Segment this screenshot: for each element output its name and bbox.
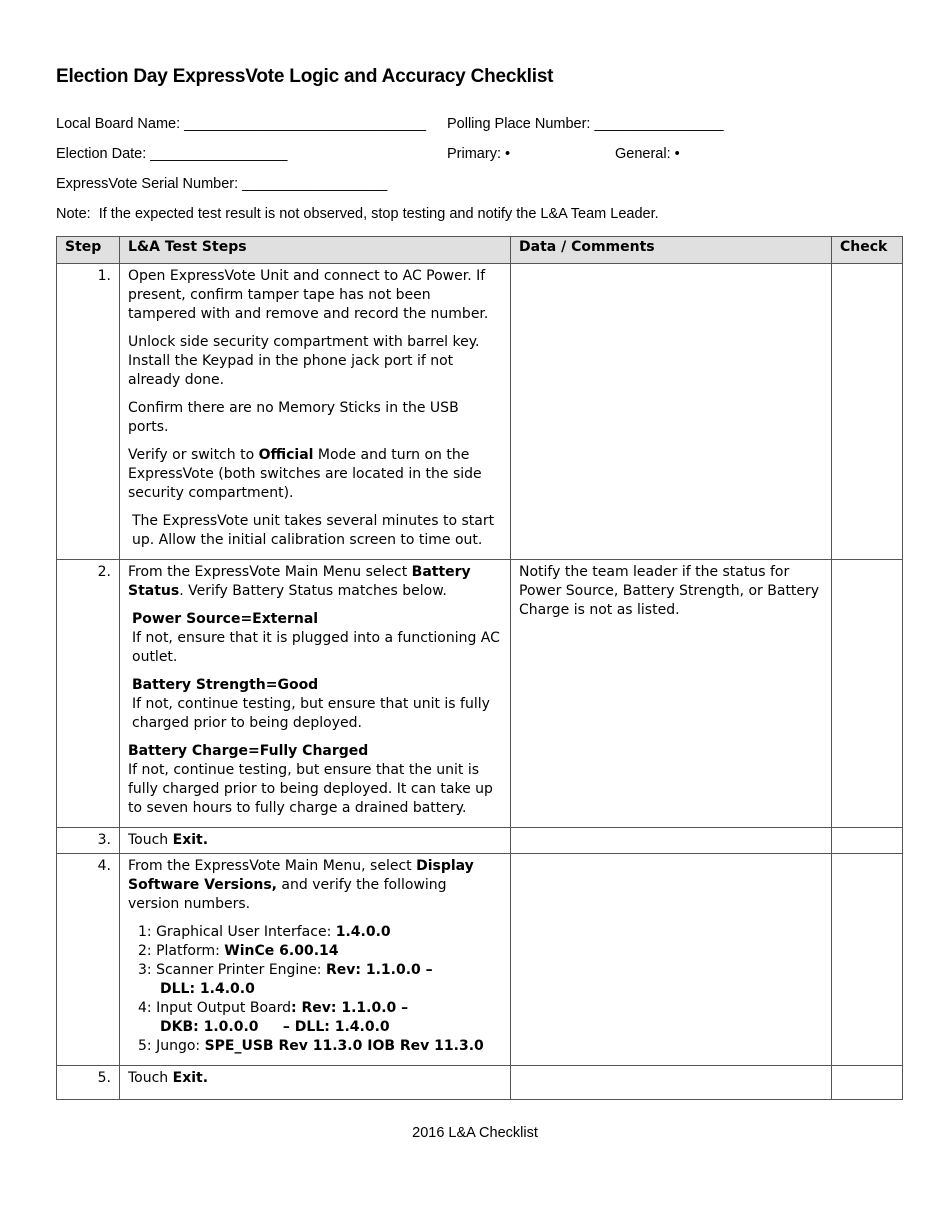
text-run: Touch <box>128 1070 173 1086</box>
instruction-text <box>128 857 502 914</box>
step-number: 3. <box>57 828 120 854</box>
page-title: Election Day ExpressVote Logic and Accuracy Checklist <box>56 66 554 87</box>
table-row <box>57 264 903 560</box>
text-run-bold: Official <box>258 447 314 463</box>
step-number: 2. <box>57 560 120 828</box>
instruction-text <box>128 563 502 601</box>
instruction-text <box>128 610 502 667</box>
instruction-note: Note: If the expected test result is not observed, stop testing and notify the L&A Team Leader. <box>56 206 659 222</box>
text-run-bold: 1.4.0.0 <box>335 924 391 940</box>
comment-text: Notify the team leader if the status for Power Source, Battery Strength, or Battery Charge is not as listed. <box>519 564 820 618</box>
header-check: Check <box>832 237 903 264</box>
text-run: Mode and turn on the ExpressVote (both switches are located in the side security compartment). <box>128 447 482 501</box>
version-item <box>138 961 502 980</box>
version-item <box>138 1018 502 1037</box>
serial-number-field: ExpressVote Serial Number: __________________ <box>56 176 388 192</box>
instruction-text: The ExpressVote unit takes several minutes to start up. Allow the initial calibration screen to time out. <box>132 513 495 548</box>
power-source-title: Power Source=External <box>132 611 319 627</box>
text-run-bold: SPE_USB Rev 11.3.0 IOB Rev 11.3.0 <box>204 1038 484 1054</box>
header-step: Step <box>57 237 120 264</box>
table-row <box>57 1066 903 1100</box>
local-board-name-field: Local Board Name: ______________________________ <box>56 116 427 132</box>
text-run: Touch <box>128 832 173 848</box>
instruction-text <box>128 446 502 503</box>
page-footer: 2016 L&A Checklist <box>412 1125 538 1141</box>
step-instructions <box>120 854 511 1066</box>
instruction-text: Unlock side security compartment with barrel key. Install the Keypad in the phone jack port if not already done. <box>128 334 480 388</box>
election-date-field: Election Date: _________________ <box>56 146 288 162</box>
header-test-steps: L&A Test Steps <box>120 237 511 264</box>
check-cell[interactable] <box>832 560 903 828</box>
step-number: 5. <box>57 1066 120 1100</box>
instruction-text: Confirm there are no Memory Sticks in the USB ports. <box>128 400 459 435</box>
comment-cell <box>511 854 832 1066</box>
text-run: Verify or switch to <box>128 447 259 463</box>
version-item <box>138 923 502 942</box>
checklist-table <box>56 236 903 1100</box>
version-item <box>138 999 502 1018</box>
check-cell[interactable] <box>832 828 903 854</box>
version-item <box>138 942 502 961</box>
text-run-bold: Rev: 1.1.0.0 – <box>325 962 433 978</box>
table-header-row <box>57 237 903 264</box>
battery-charge-title: Battery Charge=Fully Charged <box>128 743 369 759</box>
text-run-bold: DLL: 1.4.0.0 <box>160 981 255 997</box>
text-run: 4: Input Output Board <box>138 1000 292 1016</box>
table-row <box>57 560 903 828</box>
comment-cell <box>511 828 832 854</box>
version-item <box>138 980 502 999</box>
text-run: 3: Scanner Printer Engine: <box>138 962 326 978</box>
text-run-bold: Exit. <box>172 1070 209 1086</box>
general-checkbox-field: General: • <box>615 146 680 162</box>
comment-cell <box>511 264 832 560</box>
comment-cell <box>511 1066 832 1100</box>
instruction-text <box>128 742 502 818</box>
step-number: 1. <box>57 264 120 560</box>
text-run: If not, ensure that it is plugged into a functioning AC outlet. <box>132 630 500 665</box>
version-item <box>138 1037 502 1056</box>
text-run: 5: Jungo: <box>138 1038 205 1054</box>
text-run-bold: WinCe 6.00.14 <box>224 943 339 959</box>
text-run-bold: Battery Status <box>128 564 471 599</box>
step-instructions <box>120 828 511 854</box>
text-run: From the ExpressVote Main Menu, select <box>128 858 417 874</box>
header-data-comments: Data / Comments <box>511 237 832 264</box>
step-instructions <box>120 264 511 560</box>
text-run: From the ExpressVote Main Menu select <box>128 564 412 580</box>
table-row <box>57 828 903 854</box>
comment-cell <box>511 560 832 828</box>
instruction-text <box>128 676 502 733</box>
text-run: . Verify Battery Status matches below. <box>179 583 447 599</box>
text-run: If not, continue testing, but ensure that the unit is fully charged prior to being deployed. It can take up to seven hours to fully charge a drained battery. <box>128 762 493 816</box>
text-run-bold: Exit. <box>172 832 209 848</box>
primary-checkbox-field: Primary: • <box>447 146 511 162</box>
check-cell[interactable] <box>832 1066 903 1100</box>
table-row <box>57 854 903 1066</box>
step-instructions <box>120 560 511 828</box>
text-run: 1: Graphical User Interface: <box>138 924 336 940</box>
check-cell[interactable] <box>832 854 903 1066</box>
text-run-bold: DKB: 1.0.0.0 – DLL: 1.4.0.0 <box>160 1019 390 1035</box>
text-run: and verify the following version numbers. <box>128 877 447 912</box>
instruction-text: Open ExpressVote Unit and connect to AC Power. If present, confirm tamper tape has not been tampered with and remove and record the number. <box>128 268 489 322</box>
step-instructions <box>120 1066 511 1100</box>
check-cell[interactable] <box>832 264 903 560</box>
text-run: 2: Platform: <box>138 943 225 959</box>
version-list <box>128 923 502 1056</box>
polling-place-number-field: Polling Place Number: ________________ <box>447 116 724 132</box>
text-run: If not, continue testing, but ensure that unit is fully charged prior to being deployed. <box>132 696 490 731</box>
battery-strength-title: Battery Strength=Good <box>132 677 319 693</box>
step-number: 4. <box>57 854 120 1066</box>
text-run-bold: Display Software Versions, <box>128 858 474 893</box>
text-run-bold: : Rev: 1.1.0.0 – <box>291 1000 409 1016</box>
